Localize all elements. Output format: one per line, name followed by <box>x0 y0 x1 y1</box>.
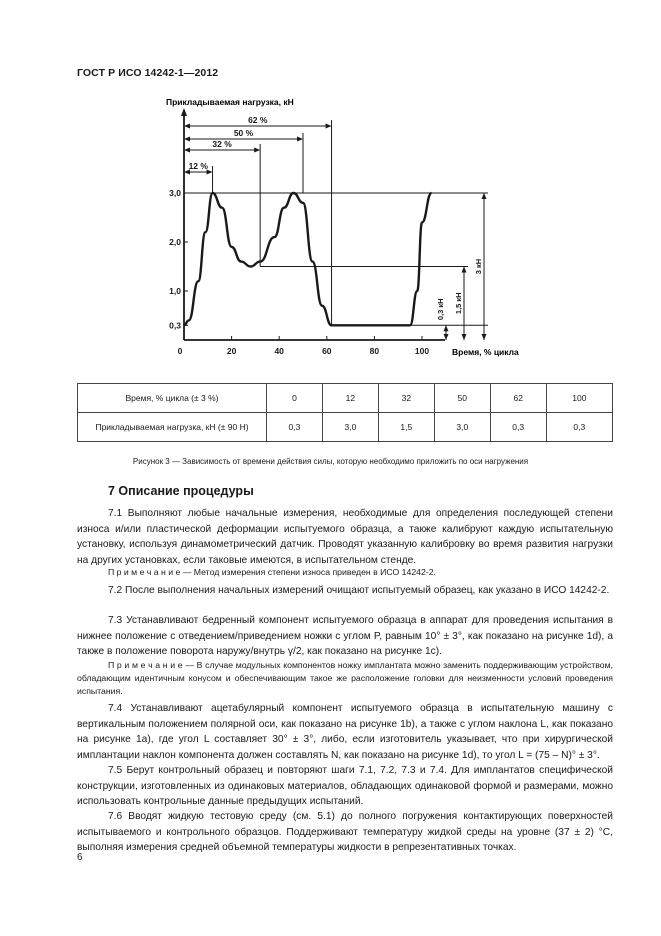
note-1: П р и м е ч а н и е — Метод измерения степени износа приведен в ИСО 14242-2. <box>108 567 436 577</box>
load-time-chart <box>0 0 661 380</box>
y-tick-label: 1,0 <box>169 286 181 296</box>
table-row <box>78 384 613 413</box>
load-table <box>77 383 613 442</box>
dimension-arrowhead <box>482 193 487 199</box>
table-cell: 62 <box>490 384 546 413</box>
dimension-arrowhead <box>444 325 449 331</box>
table-cell: 32 <box>378 384 434 413</box>
table-cell: Прикладываемая нагрузка, кН (± 90 Н) <box>78 413 267 442</box>
y-axis-label: Прикладываемая нагрузка, кН <box>166 97 294 107</box>
dimension-label: 1,5 кН <box>454 292 463 315</box>
time-marker-label: 12 % <box>188 161 208 171</box>
dimension-label: 0,3 кН <box>436 298 445 321</box>
y-tick-label: 3,0 <box>169 188 181 198</box>
paragraph-7-5: 7.5 Берут контрольный образец и повторяют шаги 7.1, 7.2, 7.3 и 7.4. Для имплантатов специфической конструкции, изготовленных из одинаковых материалов, обладающих одинаковой формой и размерами, можно использовать контрольные данные предыдущих испытаний. <box>77 765 613 807</box>
x-tick-label: 60 <box>322 346 332 356</box>
time-marker-arrowhead <box>297 137 303 142</box>
x-tick-label: 80 <box>369 346 380 356</box>
note-2: П р и м е ч а н и е — В случае модульных компонентов ножку имплантата можно заменить поддерживающим устройством, обладающим идентичным конусом и обеспечивающим такое же расположение головки для неизменности условий проведения испытания. <box>77 660 613 696</box>
time-marker-arrowhead <box>326 124 332 129</box>
document-header: ГОСТ Р ИСО 14242-1—2012 <box>77 67 219 79</box>
table-cell: 0,3 <box>546 413 612 442</box>
time-marker-label: 32 % <box>212 139 232 149</box>
y-tick-label: 2,0 <box>169 237 181 247</box>
load-dimensions <box>184 193 488 340</box>
load-curve <box>184 193 432 325</box>
paragraph-7-4: 7.4 Устанавливают ацетабулярный компонент испытуемого образца в испытательную машину с вертикальным положением полярной оси, как показано на рисунке 1b), а также с углом наклона L, как показано на рисунке 1a), где угол L составляет 30° ± 3°, либо, если изготовитель указывает, что при хирургической имплантации наклон компонента должен составлять N, как показано на рисунке 1d), то угол L = (75 – N)° ± 3°. <box>77 703 613 761</box>
paragraph-7-6: 7.6 Вводят жидкую тестовую среду (см. 5.1) до полного погружения контактирующих поверхностей испытываемого и контрольного образцов. Поддерживают температуру жидкой среды на уровне (37 ± 2) °С, выполняя измерения средней объемной температуры жидкости в репрезентативных точках. <box>77 811 613 853</box>
table-cell: 3,0 <box>322 413 378 442</box>
x-axis-label: Время, % цикла <box>452 347 519 357</box>
table-row <box>78 413 613 442</box>
section-heading: 7 Описание процедуры <box>108 484 254 498</box>
table-cell: 0,3 <box>490 413 546 442</box>
x-tick-label: 0 <box>177 346 183 356</box>
dimension-label: 3 кН <box>474 258 483 275</box>
page-number: 6 <box>77 852 83 863</box>
dimension-arrowhead <box>462 267 467 273</box>
table-cell: 0 <box>267 384 323 413</box>
time-marker-label: 62 % <box>248 115 268 125</box>
time-marker-arrowhead <box>254 148 260 153</box>
time-marker-label: 50 % <box>233 128 254 138</box>
table-cell: 1,5 <box>378 413 434 442</box>
y-tick-label: 0,3 <box>169 320 181 331</box>
dimension-arrowhead <box>462 334 467 340</box>
time-markers <box>184 115 332 325</box>
paragraph-7-2: 7.2 После выполнения начальных измерений очищают испытуемый образец, как указано в ИСО 14242-2. <box>108 585 610 596</box>
figure-caption: Рисунок 3 — Зависимость от времени действия силы, которую необходимо приложить по оси нагружения <box>132 457 529 466</box>
y-axis-arrow <box>181 108 187 116</box>
paragraph-7-3: 7.3 Устанавливают бедренный компонент испытуемого образца в аппарат для проведения испытания в нижнее положение с отведением/приведением ножки с углом P, равным 10° ± 3°, как показано на рисунке 1d), а также в положение поворота наружу/внутрь γ/2, как показано на рисунке 1c). <box>77 615 613 657</box>
x-tick-label: 100 <box>414 346 430 356</box>
x-tick-label: 40 <box>274 346 284 356</box>
dimension-arrowhead <box>482 334 487 340</box>
paragraph-7-1: 7.1 Выполняют любые начальные измерения, необходимые для определения последующей степени износа и/или пластической деформации испытуемого образца, а также калибруют каждую испытательную установку, используя динамометрический датчик. Проводят указанную калибровку во время развития нагрузки на других установках, если таковые имеются, в испытательном стенде. <box>77 508 613 566</box>
table-cell: 3,0 <box>434 413 490 442</box>
x-tick-label: 20 <box>226 346 237 356</box>
table-cell: 50 <box>434 384 490 413</box>
table-cell: 0,3 <box>267 413 323 442</box>
table-cell: Время, % цикла (± 3 %) <box>78 384 267 413</box>
table-cell: 100 <box>546 384 612 413</box>
table-cell: 12 <box>322 384 378 413</box>
